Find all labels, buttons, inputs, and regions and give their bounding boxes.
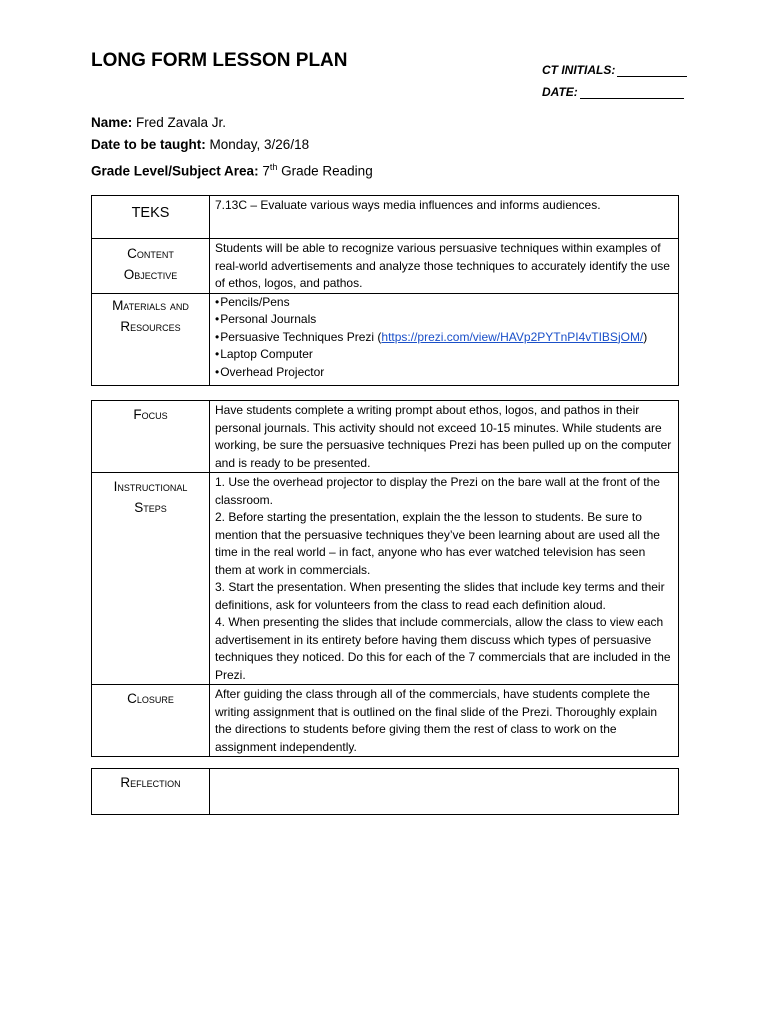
materials-list <box>215 294 673 382</box>
step-item: 4. When presenting the slides that include commercials, allow the class to view each advertisement in its entirety before having them discuss which types of persuasive techniques they noticed. Do this for each of the 7 commercials that are included in the Prezi. <box>215 615 671 682</box>
reflection-cell[interactable] <box>210 769 679 815</box>
reflection-label: Reflection <box>120 775 181 790</box>
content-label-2: Objective <box>123 267 178 282</box>
lesson-info <box>91 112 373 183</box>
materials-item: • Persuasive Techniques Prezi (https://prezi.com/view/HAVp2PYTnPI4vTIBSjOM/) <box>215 329 673 347</box>
teks-label-cell <box>92 196 210 239</box>
name-line <box>91 112 373 134</box>
step-item: 3. Start the presentation. When presenting the slides that include key terms and their definitions, ask for volunteers from the class to read each definition aloud. <box>215 580 665 612</box>
closure-text: After guiding the class through all of the commercials, have students complete the writing assignment that is outlined on the final slide of the Prezi. Thoroughly explain the directions to students before giving them the rest of class to work on the assignment independently. <box>215 687 658 754</box>
materials-item: • Overhead Projector <box>215 364 673 382</box>
content-objective-label-cell <box>92 239 210 294</box>
reflection-table <box>91 768 679 815</box>
materials-cell <box>210 293 679 385</box>
standards-table <box>91 195 679 386</box>
closure-label: Closure <box>127 691 174 706</box>
date-taught-line <box>91 134 373 156</box>
date-taught-label: Date to be taught: <box>91 137 206 152</box>
teks-label: TEKS <box>131 205 170 221</box>
date-label: DATE: <box>542 85 578 99</box>
date-taught-value: Monday, 3/26/18 <box>209 137 310 152</box>
content-label-1: Content <box>127 246 174 261</box>
grade-label: Grade Level/Subject Area: <box>91 163 259 179</box>
closure-cell <box>210 685 679 757</box>
step-item: 1. Use the overhead projector to display the Prezi on the bare wall at the front of the classroom. <box>215 475 660 507</box>
materials-label-2: Resources <box>120 318 181 334</box>
steps-label-2: Steps <box>134 500 167 515</box>
focus-row <box>92 401 679 473</box>
procedure-table <box>91 400 679 757</box>
ct-initials-line <box>617 64 687 77</box>
date-row <box>542 77 687 99</box>
focus-label: Focus <box>133 407 168 422</box>
materials-item: • Pencils/Pens <box>215 294 673 312</box>
materials-item: • Personal Journals <box>215 311 673 329</box>
steps-label-1: Instructional <box>113 479 188 494</box>
closure-label-cell <box>92 685 210 757</box>
reflection-row <box>92 769 679 815</box>
closure-row <box>92 685 679 757</box>
teks-row <box>92 196 679 239</box>
step-item: 2. Before starting the presentation, explain the the lesson to students. Be sure to mention that the persuasive techniques they’ve been learning about are used all the time in the real world – in fact, anyone who has ever watched television has seen them at work in commercials. <box>215 510 660 577</box>
materials-item: • Laptop Computer <box>215 346 673 364</box>
focus-cell <box>210 401 679 473</box>
ct-signoff-block <box>542 55 687 99</box>
teks-text: 7.13C – Evaluate various ways media influences and informs audiences. <box>215 198 601 212</box>
date-line <box>580 86 684 99</box>
steps-label-cell <box>92 473 210 685</box>
reflection-label-cell <box>92 769 210 815</box>
content-objective-cell <box>210 239 679 294</box>
grade-number: 7 <box>262 163 270 179</box>
grade-line <box>91 156 373 183</box>
prezi-link[interactable]: https://prezi.com/view/HAVp2PYTnPI4vTIBSjOM/ <box>381 329 644 344</box>
content-objective-text: Students will be able to recognize various persuasive techniques within examples of real-world advertisements and analyze those techniques to accurately identify the use of ethos, logos, and pathos. <box>215 241 670 290</box>
name-value: Fred Zavala Jr. <box>136 115 227 130</box>
materials-label-cell <box>92 293 210 385</box>
grade-suffix: th <box>269 162 278 172</box>
focus-label-cell <box>92 401 210 473</box>
document-title: LONG FORM LESSON PLAN <box>91 50 348 71</box>
grade-value: Grade Reading <box>281 163 373 179</box>
ct-initials-row <box>542 55 687 77</box>
focus-text: Have students complete a writing prompt about ethos, logos, and pathos in their personal journals. This activity should not exceed 10-15 minutes. While students are working, be sure the persuasive techniques Prezi has been pulled up on the computer and is ready to be presented. <box>215 403 672 470</box>
name-label: Name: <box>91 115 133 130</box>
steps-row <box>92 473 679 685</box>
content-objective-row <box>92 239 679 294</box>
materials-label-1: Materials and <box>112 297 189 313</box>
steps-cell <box>210 473 679 685</box>
ct-initials-label: CT INITIALS: <box>542 63 616 77</box>
teks-content-cell <box>210 196 679 239</box>
materials-row <box>92 293 679 385</box>
